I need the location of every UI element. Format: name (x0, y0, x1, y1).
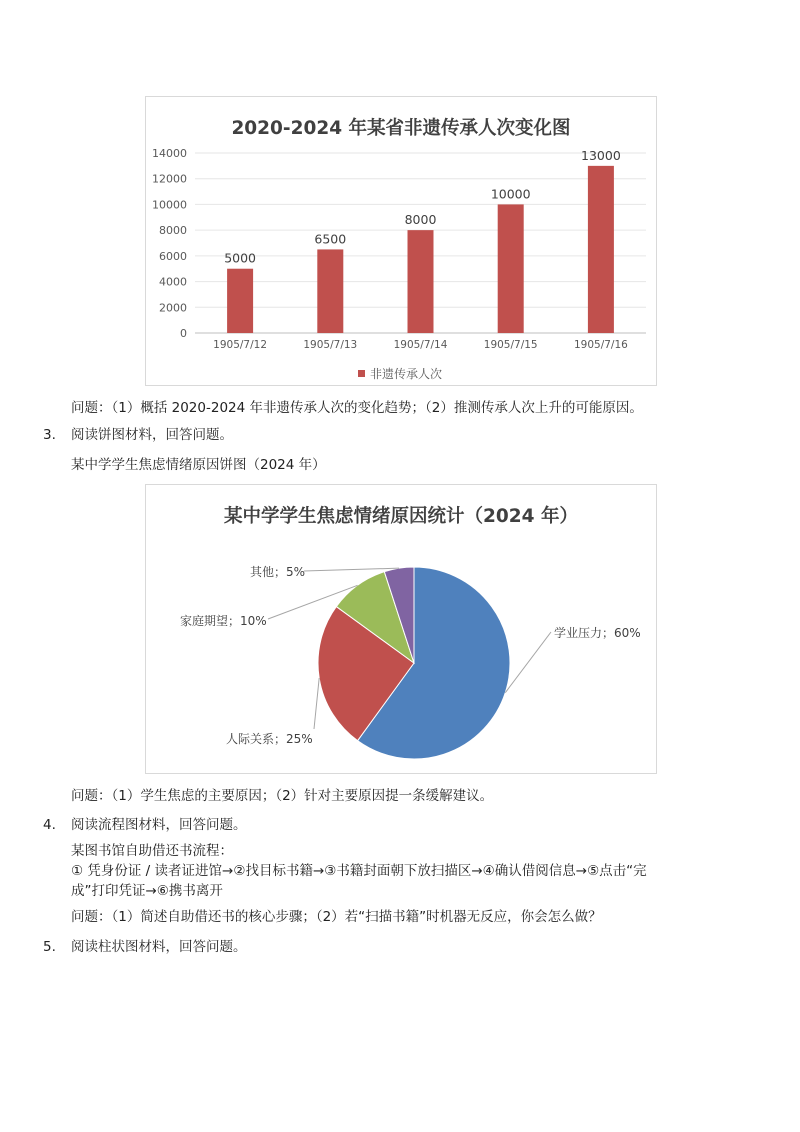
bar-data-label: 8000 (404, 212, 437, 228)
pie-leader-line (304, 568, 399, 571)
y-tick-label: 12000 (152, 172, 187, 186)
legend-swatch (358, 370, 365, 377)
bar (498, 204, 524, 333)
flow-steps-line-1: ① 凭身份证 / 读者证进馆→②找目标书籍→③书籍封面朝下放扫描区→④确认借阅信息→⑤点击“完 (71, 863, 647, 879)
item-3-heading: 阅读饼图材料，回答问题。 (71, 427, 233, 443)
bar-data-label: 10000 (490, 186, 531, 202)
pie-slice-label: 家庭期望；10% (180, 614, 267, 628)
flow-steps-line-2: 成”打印凭证→⑥携书离开 (71, 883, 223, 899)
pie-leader-line (314, 678, 319, 729)
pie-caption: 某中学学生焦虑情绪原因饼图（2024 年） (71, 457, 326, 473)
bar-chart (146, 97, 656, 385)
pie-chart-title: 某中学学生焦虑情绪原因统计（2024 年） (224, 506, 578, 527)
x-tick-label: 1905/7/12 (213, 339, 268, 351)
pie-slice-label: 学业压力；60% (554, 626, 641, 640)
y-tick-label: 10000 (152, 198, 187, 212)
bar (408, 230, 434, 333)
pie-chart-frame (145, 484, 657, 774)
y-tick-label: 2000 (159, 301, 187, 315)
x-tick-label: 1905/7/15 (483, 339, 538, 351)
bar (317, 249, 343, 333)
y-tick-label: 4000 (159, 275, 187, 289)
bar-data-label: 5000 (224, 250, 257, 266)
x-tick-label: 1905/7/13 (303, 339, 358, 351)
bar (588, 166, 614, 333)
bar-data-label: 13000 (581, 147, 621, 163)
question-2-text: 问题：（1）概括 2020-2024 年非遗传承人次的变化趋势；（2）推测传承人次上升的可能原因。 (71, 400, 643, 416)
item-4-number: 4. (43, 817, 56, 833)
bar-chart-frame (145, 96, 657, 386)
question-3-text: 问题：（1）学生焦虑的主要原因；（2）针对主要原因提一条缓解建议。 (71, 788, 494, 804)
pie-leader-line (505, 632, 551, 693)
pie-chart (146, 485, 656, 773)
bar-chart-title: 2020-2024 年某省非遗传承人次变化图 (231, 118, 571, 139)
item-5-heading: 阅读柱状图材料，回答问题。 (71, 939, 247, 955)
bar (227, 269, 253, 333)
item-4-heading: 阅读流程图材料，回答问题。 (71, 817, 247, 833)
bar-data-label: 6500 (314, 231, 347, 247)
pie-slice-label: 其他；5% (250, 565, 306, 579)
question-4-text: 问题：（1）简述自助借还书的核心步骤；（2）若“扫描书籍”时机器无反应，你会怎么做？ (71, 909, 602, 925)
item-3-number: 3. (43, 427, 56, 443)
x-tick-label: 1905/7/14 (393, 339, 448, 351)
legend-label: 非遗传承人次 (370, 367, 443, 381)
flow-intro: 某图书馆自助借还书流程： (71, 843, 233, 859)
y-tick-label: 14000 (152, 147, 187, 160)
y-tick-label: 0 (180, 327, 187, 340)
y-tick-label: 8000 (159, 224, 187, 238)
item-5-number: 5. (43, 939, 56, 955)
x-tick-label: 1905/7/16 (573, 339, 628, 351)
y-tick-label: 6000 (159, 249, 187, 263)
pie-slice-label: 人际关系；25% (226, 732, 313, 746)
